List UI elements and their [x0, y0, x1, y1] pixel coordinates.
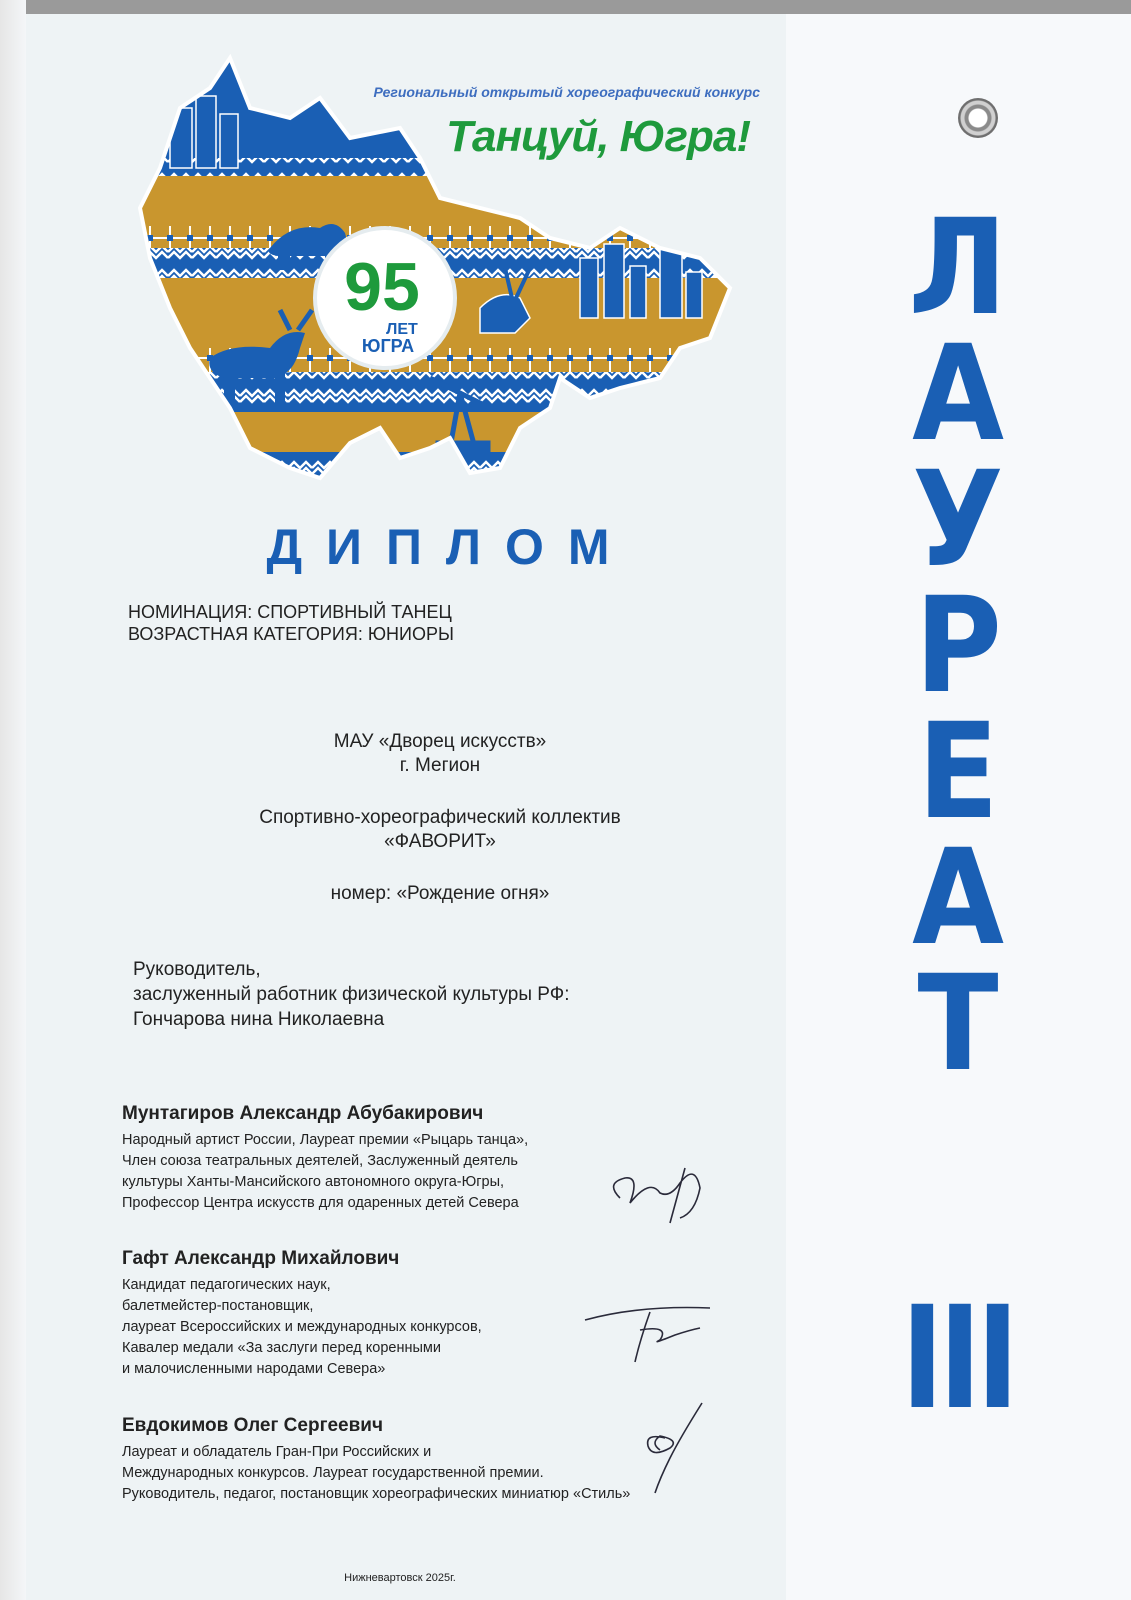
recipient-block: [150, 730, 730, 906]
grommet-hole: [958, 98, 998, 138]
signature-3: [630, 1398, 710, 1498]
collective-line1: Спортивно-хореографический коллектив: [259, 807, 621, 828]
place-date: Нижневартовск 2025г.: [344, 1572, 456, 1584]
signature-2: [580, 1300, 720, 1370]
jury-title-line: Кандидат педагогических наук,: [122, 1277, 331, 1293]
laureate-letter: Е: [917, 695, 999, 849]
scan-edge-left: [0, 0, 26, 1600]
diploma-title: ДИПЛОМ: [266, 519, 634, 575]
emblem-region: ЮГРА: [361, 336, 415, 356]
emblem-years: ЛЕТ: [386, 321, 418, 338]
jury-name: Евдокимов Олег Сергеевич: [122, 1415, 384, 1436]
jury-title-line: Член союза театральных деятелей, Заслуженный деятель: [122, 1153, 518, 1169]
leader-line2: заслуженный работник физической культуры РФ:: [133, 984, 570, 1005]
laureate-letter: У: [912, 443, 1004, 597]
jury-title-line: и малочисленными народами Севера»: [122, 1361, 386, 1377]
jury-title-line: культуры Ханты-Мансийского автономного округа-Югры,: [122, 1174, 505, 1190]
contest-title: Танцуй, Югра!: [446, 112, 750, 161]
jury-member-3: [122, 1415, 630, 1505]
jury-name: Гафт Александр Михайлович: [122, 1248, 400, 1269]
emblem-number: 95: [344, 249, 420, 325]
laureate-vertical-word: [898, 191, 1018, 1101]
contest-subtitle: Региональный открытый хореографический конкурс: [373, 84, 760, 100]
leader-line1: Руководитель,: [133, 959, 261, 980]
nomination-line: НОМИНАЦИЯ: СПОРТИВНЫЙ ТАНЕЦ: [128, 602, 452, 622]
performance-number: номер: «Рождение огня»: [330, 883, 550, 904]
laureate-letter: А: [912, 821, 1004, 975]
jury-title-line: балетмейстер-постановщик,: [122, 1298, 314, 1314]
jury-title-line: лауреат Всероссийских и международных конкурсов,: [122, 1319, 482, 1335]
laureate-letter: Л: [908, 191, 1008, 345]
laureate-letter: Р: [914, 569, 1002, 723]
jury-title-line: Лауреат и обладатель Гран-При Российских и: [122, 1444, 432, 1460]
jury-title-line: Народный артист России, Лауреат премии «Рыцарь танца»,: [122, 1132, 529, 1148]
leader-block: [133, 957, 569, 1032]
collective-line2: «ФАВОРИТ»: [384, 831, 496, 852]
jury-title-line: Профессор Центра искусств для одаренных детей Севера: [122, 1195, 519, 1211]
institution: МАУ «Дворец искусств»: [333, 731, 547, 752]
jury-title-line: Международных конкурсов. Лауреат государственной премии.: [122, 1465, 544, 1481]
leader-line3: Гончарова нина Николаевна: [133, 1009, 385, 1030]
jury-name: Мунтагиров Александр Абубакирович: [122, 1103, 484, 1124]
signature-1: [600, 1158, 720, 1228]
city: г. Мегион: [399, 755, 481, 776]
scan-edge-top: [0, 0, 1131, 14]
laureate-letter: А: [912, 317, 1004, 471]
jury-member-2: [122, 1248, 482, 1380]
age-category-line: ВОЗРАСТНАЯ КАТЕГОРИЯ: ЮНИОРЫ: [128, 624, 454, 644]
jury-member-1: [122, 1103, 528, 1214]
jury-title-line: Кавалер медали «За заслуги перед коренными: [122, 1340, 441, 1356]
nomination-block: [128, 601, 454, 645]
jury-title-line: Руководитель, педагог, постановщик хореографических миниатюр «Стиль»: [122, 1486, 631, 1502]
laureate-degree: III: [901, 1271, 1015, 1439]
laureate-letter: Т: [917, 947, 999, 1101]
